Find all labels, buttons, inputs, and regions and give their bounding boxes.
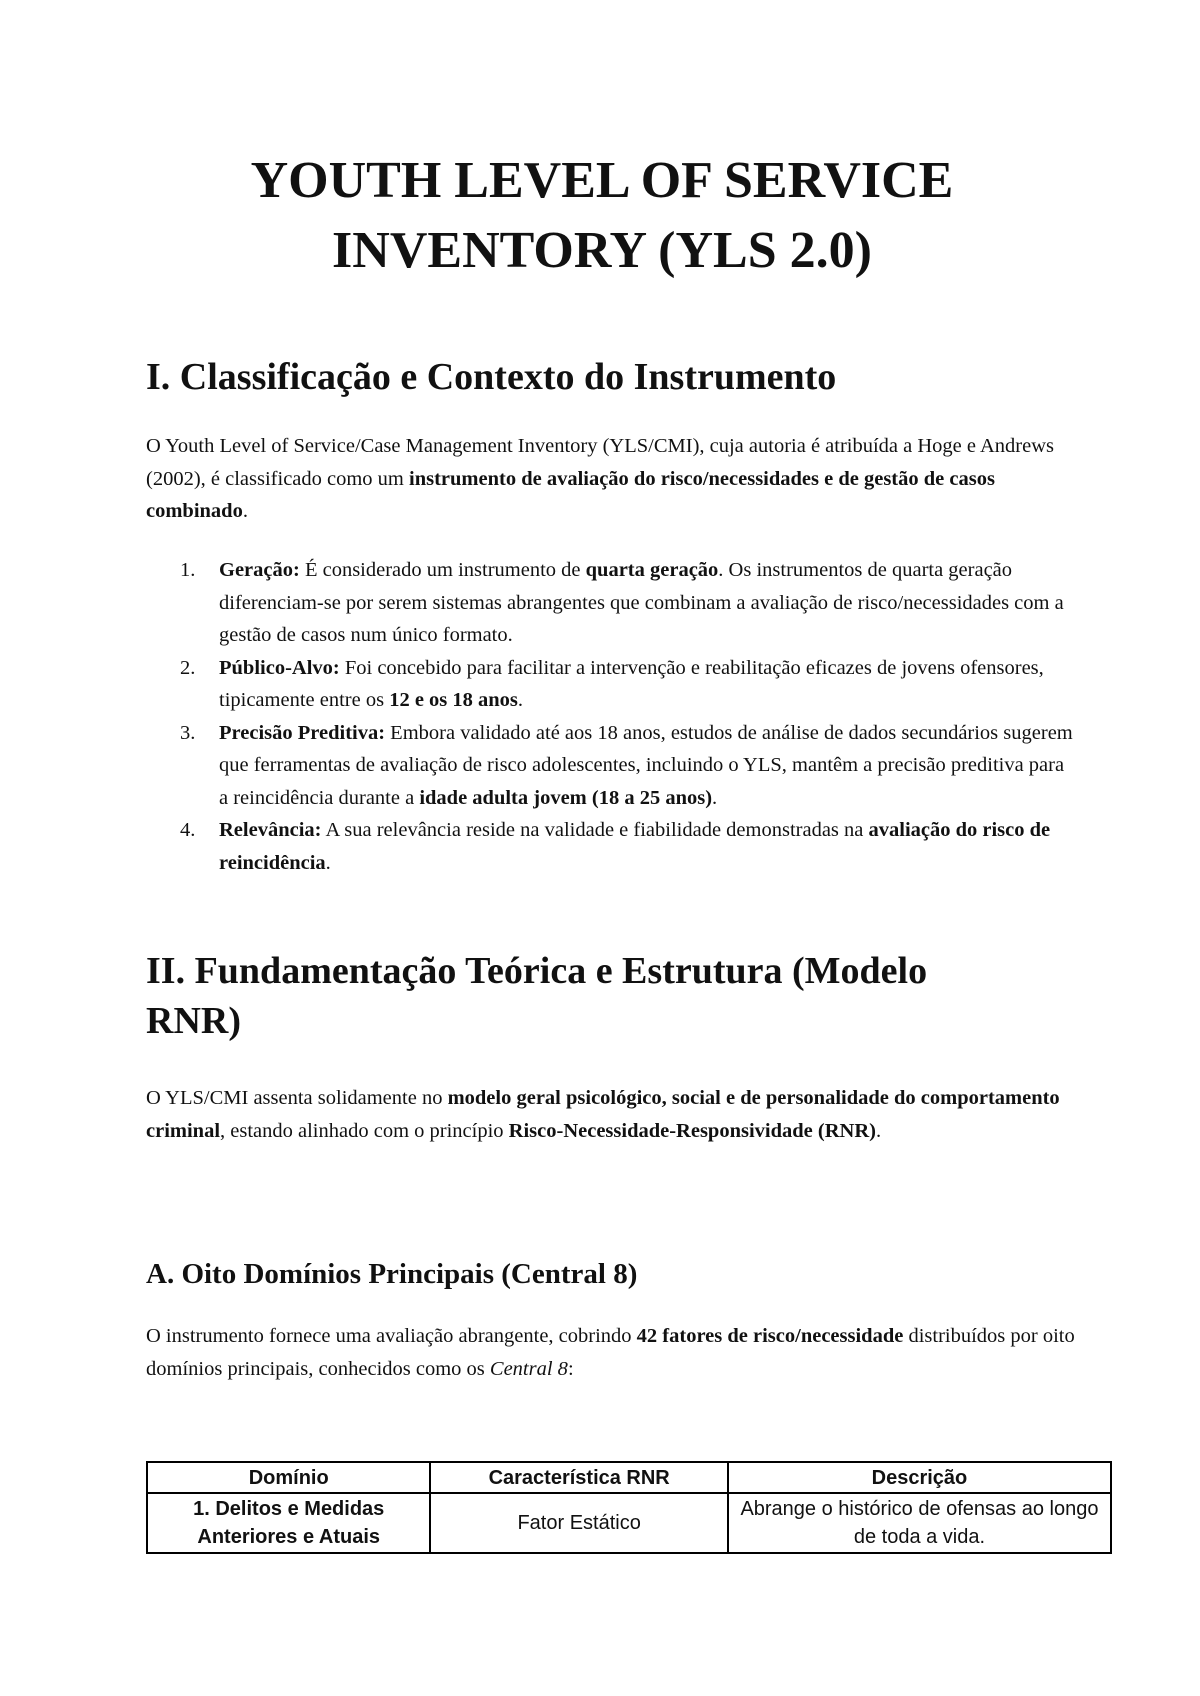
section-heading-theory: II. Fundamentação Teórica e Estrutura (Modelo RNR): [146, 950, 928, 1042]
list-number: 1.: [180, 559, 196, 581]
list-item-relevance: [146, 814, 1076, 879]
item-text: A sua relevância reside na validade e fiabilidade demonstradas na: [321, 819, 869, 841]
item-text: .: [517, 689, 524, 711]
section2-intro-paragraph: [146, 1082, 1086, 1147]
subsection-paragraph: [146, 1320, 1076, 1385]
item-text: .: [712, 786, 718, 809]
intro-emphasis: Risco-Necessidade-Responsividade (RNR): [508, 1119, 876, 1142]
column-header-description: Descrição: [728, 1462, 1111, 1493]
intro-text: , estando alinhado com o princípio: [220, 1119, 509, 1142]
item-label: Público-Alvo:: [219, 656, 340, 679]
table-cell-rnr: Fator Estático: [430, 1493, 727, 1553]
table-cell-description: Abrange o histórico de ofensas ao longo de toda a vida.: [728, 1493, 1111, 1553]
section-heading-classification: I. Classificação e Contexto do Instrumento: [146, 356, 837, 398]
document-title: YOUTH LEVEL OF SERVICE INVENTORY (YLS 2.0): [250, 152, 954, 279]
intro-text: O Youth Level of Service/Case Management Inventory (YLS/CMI), cuja autoria é atribuída a Hoge e Andrews (2002), é classificado como um: [146, 435, 1055, 490]
para-emphasis: 42 fatores de risco/necessidade: [636, 1325, 904, 1347]
section1-intro-paragraph: [146, 430, 1076, 528]
item-text: Foi concebido para facilitar a intervenção e reabilitação eficazes de jovens ofensores, tipicamente entre os: [219, 656, 1044, 711]
item-label: Relevância:: [219, 819, 322, 841]
table-header-row: [147, 1462, 1111, 1493]
item-label: Geração:: [219, 559, 300, 581]
classification-list: [146, 554, 1076, 879]
table-row: [147, 1493, 1111, 1553]
list-number: 2.: [180, 656, 196, 679]
item-label: Precisão Preditiva:: [219, 721, 386, 744]
list-item-generation: [146, 554, 1076, 652]
para-text: distribuídos por oito domínios principais, conhecidos como os: [146, 1325, 1075, 1380]
item-text: .: [325, 851, 331, 874]
para-italic: Central 8: [489, 1357, 568, 1380]
intro-text: O YLS/CMI assenta solidamente no: [146, 1087, 448, 1109]
para-end: :: [567, 1357, 574, 1380]
item-text: Embora validado até aos 18 anos, estudos de análise de dados secundários sugerem que ferramentas de avaliação de risco adolescentes, incluindo o YLS, mantêm a precisão preditiva para a reincidência durante a: [219, 721, 1073, 809]
item-emphasis: idade adulta jovem (18 a 25 anos): [419, 786, 713, 809]
item-text: É considerado um instrumento de: [299, 559, 586, 581]
item-emphasis: quarta geração: [585, 559, 719, 581]
item-text: . Os instrumentos de quarta geração diferenciam-se por serem sistemas abrangentes que combinam a avaliação de risco/necessidades com a gestão de casos num único formato.: [219, 559, 1064, 646]
list-number: 3.: [180, 721, 196, 744]
list-item-target-audience: [146, 652, 1076, 717]
intro-emphasis: instrumento de avaliação do risco/necessidades e de gestão de casos combinado: [146, 467, 995, 522]
domains-table: [146, 1461, 1112, 1554]
para-text: O instrumento fornece uma avaliação abrangente, cobrindo: [146, 1325, 637, 1347]
table-cell-domain: 1. Delitos e Medidas Anteriores e Atuais: [147, 1493, 430, 1553]
intro-end: .: [242, 500, 248, 522]
item-emphasis: avaliação do risco de reincidência: [219, 819, 1051, 874]
list-item-predictive-accuracy: [146, 717, 1076, 815]
column-header-domain: Domínio: [147, 1462, 430, 1493]
subsection-heading-central-8: A. Oito Domínios Principais (Central 8): [146, 1258, 638, 1290]
list-number: 4.: [180, 819, 196, 841]
column-header-rnr: Característica RNR: [430, 1462, 727, 1493]
intro-emphasis: modelo geral psicológico, social e de personalidade do comportamento criminal: [146, 1087, 1060, 1142]
item-emphasis: 12 e os 18 anos: [389, 689, 518, 711]
intro-end: .: [875, 1119, 882, 1142]
